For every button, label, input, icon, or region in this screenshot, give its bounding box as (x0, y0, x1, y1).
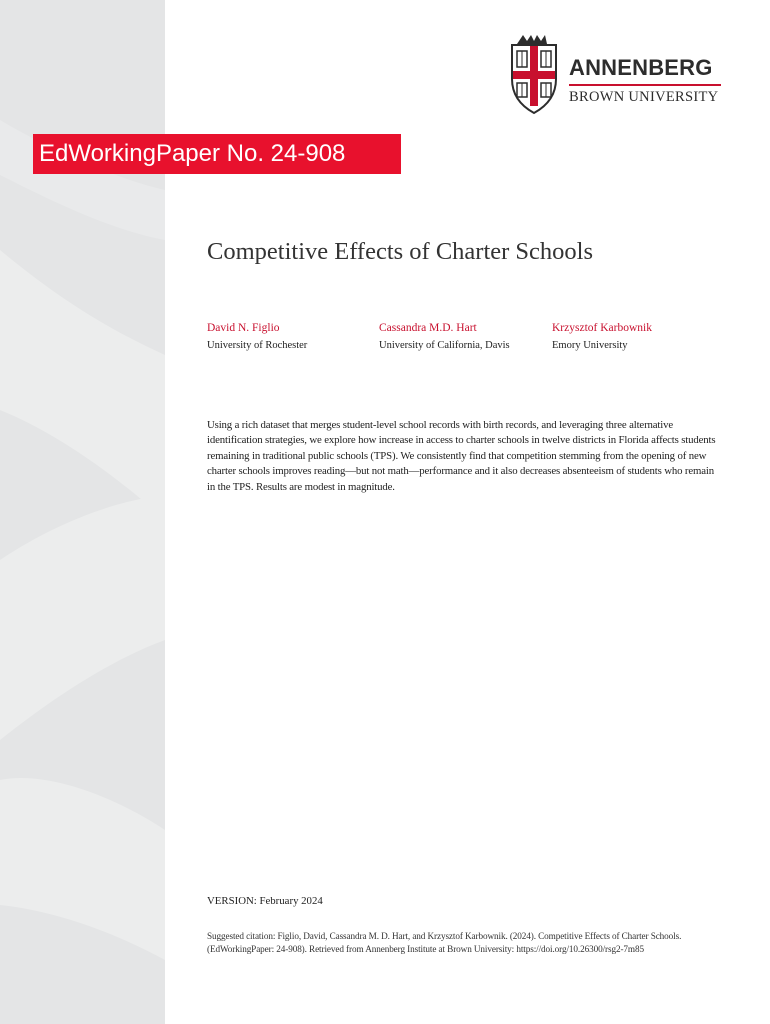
working-paper-banner: EdWorkingPaper No. 24-908 (33, 134, 401, 174)
author-name: Krzysztof Karbownik (552, 322, 652, 334)
author-3 (552, 321, 652, 353)
abstract: Using a rich dataset that merges student-level school records with birth records, and leveraging three alternative identification strategies, we explore how increase in access to charter schools in twelve districts in Florida affects students remaining in traditional public schools (TPS). We consistently find that competition stemming from the opening of new charter schools improves reading—but not math—performance and it also decreases absenteeism of students who remain in the TPS. Results are modest in magnitude. (207, 419, 716, 493)
logo-subtitle: BROWN UNIVERSITY (569, 89, 719, 105)
logo-divider (569, 84, 721, 86)
author-name: David N. Figlio (207, 322, 280, 334)
author-2 (379, 321, 510, 353)
version-line: VERSION: February 2024 (207, 895, 323, 907)
author-affiliation: Emory University (552, 340, 628, 351)
logo-name: ANNENBERG (569, 55, 713, 80)
brown-shield-icon (509, 33, 559, 115)
author-name: Cassandra M.D. Hart (379, 322, 477, 334)
author-1 (207, 321, 307, 353)
annenberg-brown-logo (509, 33, 724, 115)
author-affiliation: University of Rochester (207, 340, 308, 351)
paper-title: Competitive Effects of Charter Schools (207, 238, 594, 265)
suggested-citation: Suggested citation: Figlio, David, Cassandra M. D. Hart, and Krzysztof Karbownik. (2024). Competitive Effects of Charter Schools. (EdWorkingPaper: 24-908). Retrieved from Annenberg Institute at Brown University: https://doi.org/10.26300/rsg2-7m85 (207, 931, 682, 954)
author-affiliation: University of California, Davis (379, 340, 510, 351)
